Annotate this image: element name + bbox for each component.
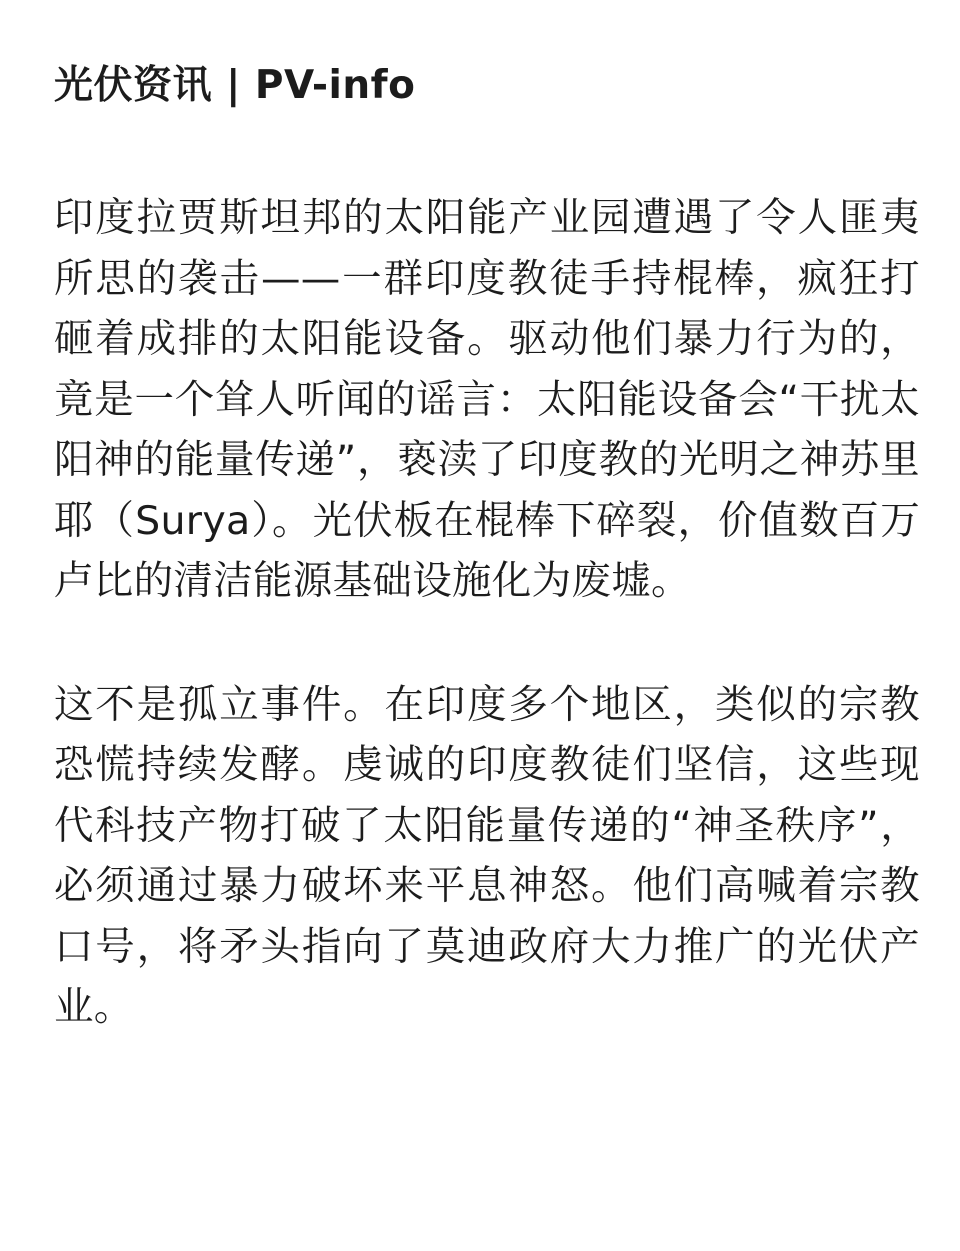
article-paragraph-2: 这不是孤立事件。在印度多个地区，类似的宗教恐慌持续发酵。虔诚的印度教徒们坚信，这些现代科技产物打破了太阳能量传递的“神圣秩序”，必须通过暴力破坏来平息神怒。他们高喊着宗教口号，将矛头指向了莫迪政府大力推广的光伏产业。 (54, 681, 920, 1030)
article-title: 光伏资讯 | PV-info (54, 63, 416, 108)
article-paragraph-1: 印度拉贾斯坦邦的太阳能产业园遭遇了令人匪夷所思的袭击——一群印度教徒手持棍棒，疯狂打砸着成排的太阳能设备。驱动他们暴力行为的，竟是一个耸人听闻的谣言：太阳能设备会“干扰太阳神的能量传递”，亵渎了印度教的光明之神苏里耶（Surya）。光伏板在棍棒下碎裂，价值数百万卢比的清洁能源基础设施化为废墟。 (54, 195, 920, 604)
